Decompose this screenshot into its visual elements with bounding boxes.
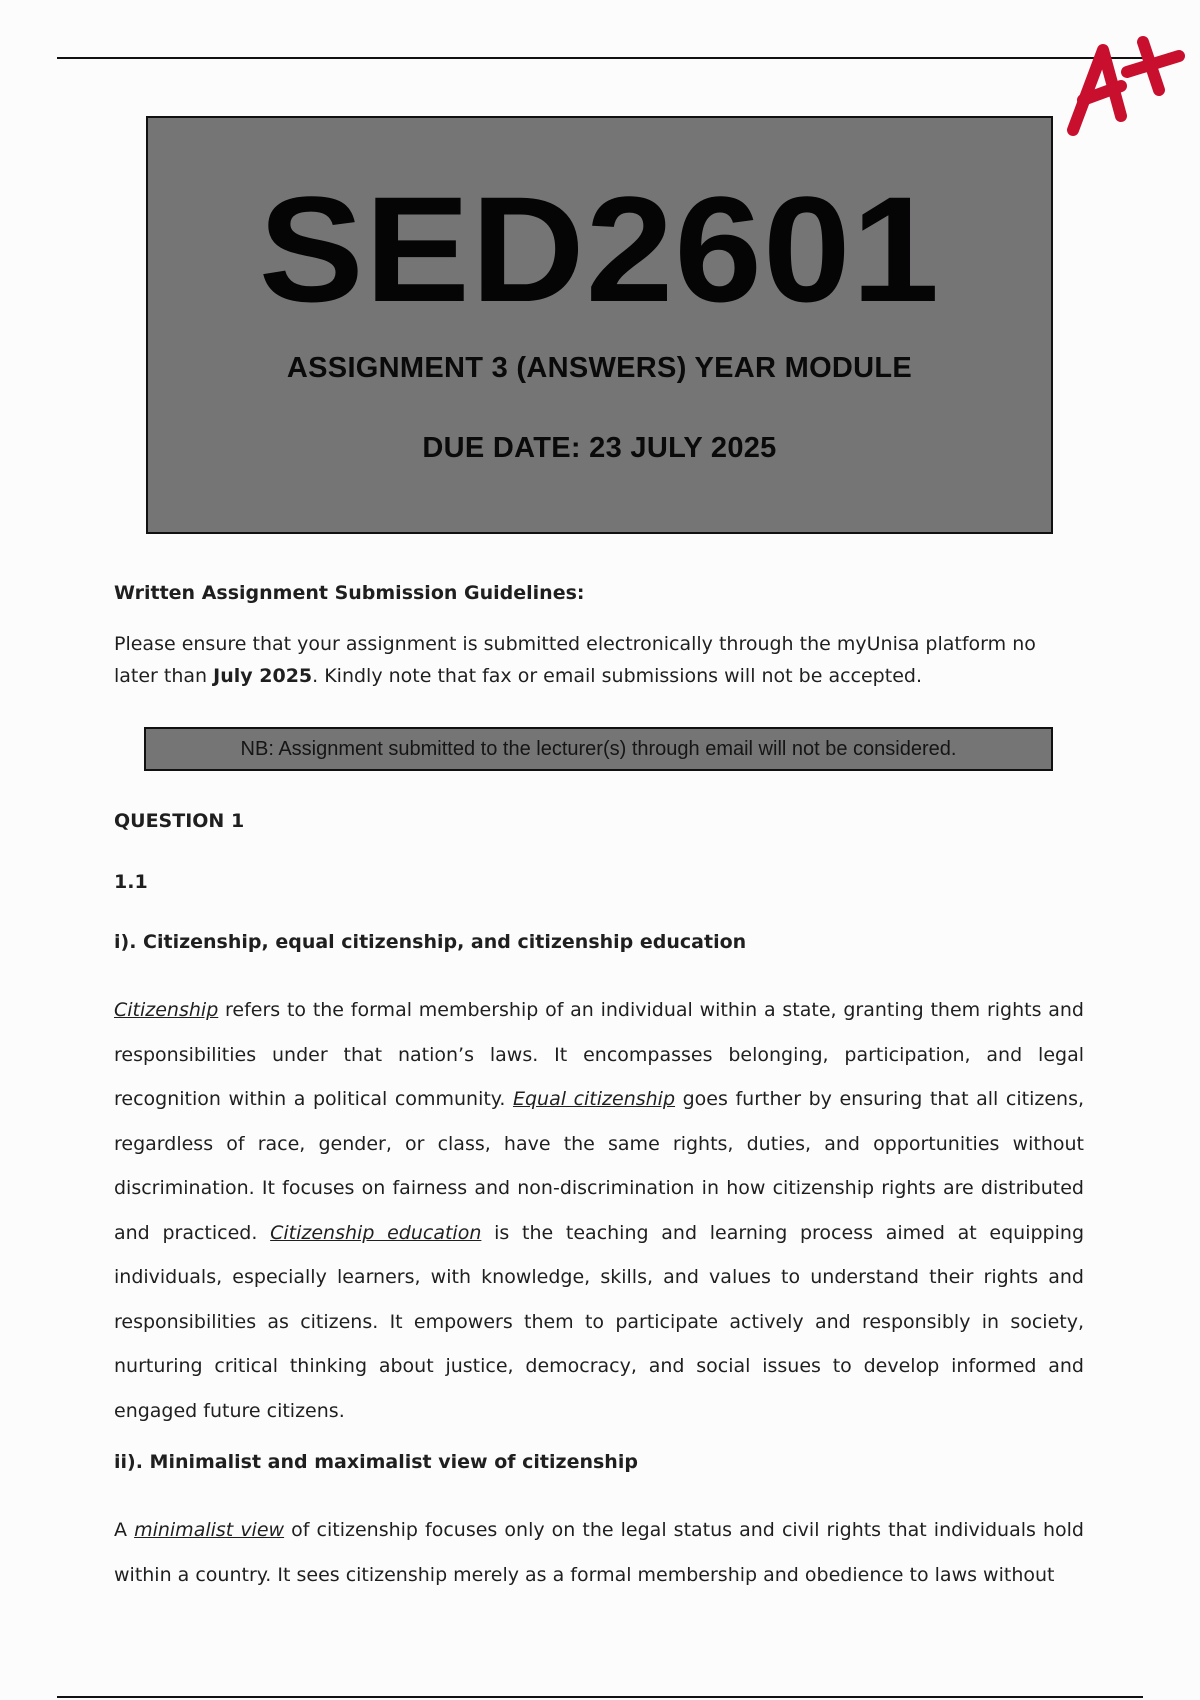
term-minimalist-view: minimalist view (134, 1519, 285, 1541)
part-i-text2: goes further by ensuring that all citizens, regardless of race, gender, or class, have the same rights, duties, and opportunities without discrimination. It focuses on fairness and non-discrimination in how citizenship rights are distributed and practiced. (114, 1088, 1085, 1244)
term-citizenship-education: Citizenship education (270, 1221, 482, 1244)
part-ii-text1: of citizenship focuses only on the legal status and civil rights that individuals hold within a country. It sees citizenship merely as a formal membership and obedience to laws without (114, 1519, 1084, 1586)
notice-box: NB: Assignment submitted to the lecturer(s) through email will not be considered. (144, 727, 1053, 771)
title-box (146, 116, 1053, 534)
question-number: 1.1 (114, 871, 148, 893)
part-ii-paragraph (114, 1508, 1084, 1597)
part-ii-lead: A (114, 1519, 135, 1541)
guidelines-body-part2: . Kindly note that fax or email submissions will not be accepted. (312, 665, 922, 687)
top-rule (57, 57, 1143, 59)
part-i-heading: i). Citizenship, equal citizenship, and citizenship education (114, 931, 747, 953)
term-citizenship: Citizenship (114, 999, 219, 1021)
bottom-rule (57, 1696, 1143, 1698)
part-ii-heading: ii). Minimalist and maximalist view of citizenship (114, 1451, 638, 1473)
part-i-text3: is the teaching and learning process aimed at equipping individuals, especially learners, with knowledge, skills, and values to understand their rights and responsibilities as citizens. It empowers them to participate actively and responsibly in society, nurturing critical thinking about justice, democracy, and social issues to develop informed and engaged future citizens. (114, 1221, 1085, 1422)
part-i-text1: refers to the formal membership of an individual within a state, granting them rights and responsibilities under that nation’s laws. It encompasses belonging, participation, and legal recognition within a political community. (114, 999, 1084, 1110)
guidelines-deadline: July 2025 (213, 665, 313, 687)
guidelines-body (114, 628, 1084, 692)
guidelines-heading: Written Assignment Submission Guidelines: (114, 582, 585, 604)
course-code: SED2601 (258, 165, 941, 333)
question-heading: QUESTION 1 (114, 810, 245, 832)
grade-mark-stamp (1055, 20, 1195, 140)
due-date: DUE DATE: 23 JULY 2025 (422, 432, 777, 464)
assignment-title: ASSIGNMENT 3 (ANSWERS) YEAR MODULE (286, 352, 913, 384)
term-equal-citizenship: Equal citizenship (512, 1088, 676, 1110)
guidelines-body-part1: Please ensure that your assignment is submitted electronically through the myUnisa platform no later than (114, 633, 1036, 687)
part-i-paragraph (114, 988, 1084, 1433)
